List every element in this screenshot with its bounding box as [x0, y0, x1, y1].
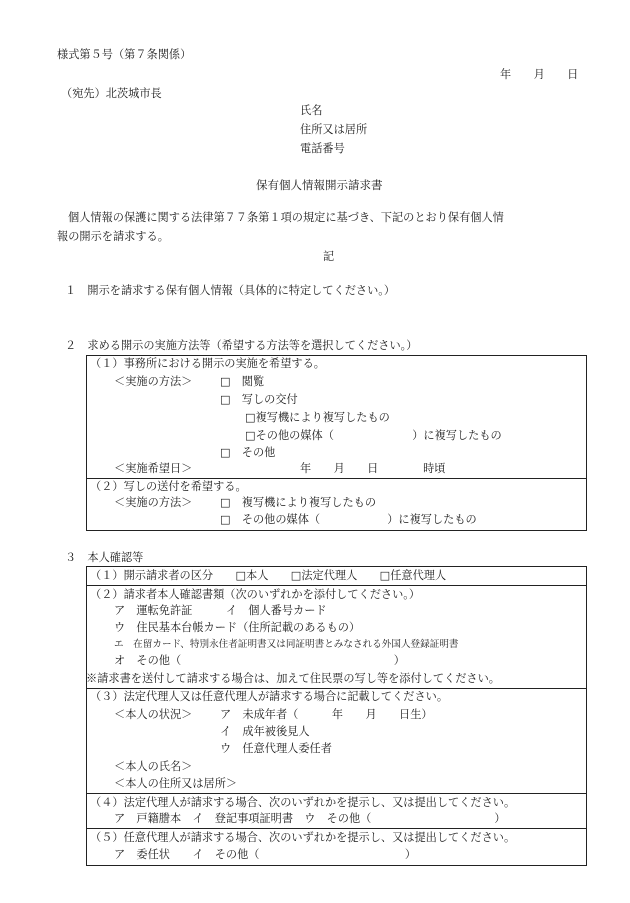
s2-border-bottom — [86, 530, 587, 531]
s3-mail-note: ※請求書を送付して請求する場合は、加えて住民票の写し等を添付してください。 — [86, 672, 500, 685]
section1-heading: １ 開示を請求する保有個人情報（具体的に特定してください。） — [65, 284, 396, 297]
s3-id-line-o[interactable]: オ その他（ ） — [114, 654, 405, 667]
s2-border-right — [586, 355, 587, 531]
s3-principal-address-label: ＜本人の住所又は居所＞ — [114, 777, 238, 790]
s3-voluntary-agent-options[interactable]: ア 委任状 イ その他（ ） — [114, 848, 417, 861]
s3-status-minor[interactable]: ア 未成年者（ 年 月 日生） — [220, 708, 433, 721]
s2-border-top — [86, 355, 587, 356]
s2-border-left — [86, 355, 87, 531]
document-title: 保有個人情報開示請求書 — [256, 178, 383, 192]
s2-part2-copy-machine-option[interactable]: □ 複写機により複写したもの — [220, 496, 377, 509]
s2-part1-method-label: ＜実施の方法＞ — [114, 375, 193, 388]
s3-divider3 — [86, 793, 587, 794]
s3-agent-heading: （３）法定代理人又は任意代理人が請求する場合に記載してください。 — [90, 690, 449, 703]
section2-heading: ２ 求める開示の実施方法等（希望する方法等を選択してください。） — [65, 339, 418, 352]
s3-border-bottom — [86, 865, 587, 866]
section3-heading: ３ 本人確認等 — [65, 551, 144, 564]
s3-border-top — [86, 566, 587, 567]
s2-copy-machine-option[interactable]: □複写機により複写したもの — [245, 411, 390, 424]
requester-phone-label: 電話番号 — [300, 142, 345, 155]
form-number: 様式第５号（第７条関係） — [57, 48, 192, 61]
requester-address-label: 住所又は居所 — [300, 123, 368, 136]
s3-border-right — [586, 566, 587, 866]
s2-part2-heading: （２）写しの送付を希望する。 — [90, 480, 247, 493]
s3-principal-name-label: ＜本人の氏名＞ — [114, 760, 193, 773]
s2-desired-date-label: ＜実施希望日＞ — [114, 462, 193, 475]
ki-marker: 記 — [323, 250, 335, 263]
s3-status-label: ＜本人の状況＞ — [114, 708, 193, 721]
s3-requester-category[interactable]: （１）開示請求者の区分 □本人 □法定代理人 □任意代理人 — [90, 569, 447, 582]
s2-part2-other-media-option[interactable]: □ その他の媒体（ ）に複写したもの — [220, 513, 477, 526]
s2-divider — [86, 478, 587, 479]
s3-id-line-a: ア 運転免許証 イ 個人番号カード — [114, 604, 327, 617]
s3-id-line-u: ウ 住民基本台帳カード（住所記載のあるもの） — [114, 621, 361, 634]
s3-status-principal[interactable]: ウ 任意代理人委任者 — [220, 742, 332, 755]
s3-divider2 — [86, 688, 587, 689]
s3-legal-agent-options[interactable]: ア 戸籍謄本 イ 登記事項証明書 ウ その他（ ） — [114, 812, 506, 825]
s3-divider4 — [86, 828, 587, 829]
addressee: （宛先）北茨城市長 — [61, 87, 162, 100]
s2-desired-date-value[interactable]: 年 月 日 時頃 — [300, 462, 446, 475]
s2-browse-option[interactable]: □ 閲覧 — [220, 375, 265, 388]
s2-part1-heading: （１）事務所における開示の実施を希望する。 — [90, 357, 325, 370]
s3-id-documents-heading: （２）請求者本人確認書類（次のいずれかを添付してください。） — [90, 588, 421, 601]
s2-part2-method-label: ＜実施の方法＞ — [114, 496, 193, 509]
s3-border-left — [86, 566, 87, 866]
s3-legal-agent-heading: （４）法定代理人が請求する場合、次のいずれかを提示し、又は提出してください。 — [90, 796, 516, 809]
s2-other-media-option[interactable]: □その他の媒体（ ）に複写したもの — [245, 429, 502, 442]
date-line: 年 月 日 — [500, 68, 579, 81]
s2-other-option[interactable]: □ その他 — [220, 446, 276, 459]
s3-divider1 — [86, 585, 587, 586]
intro-paragraph-line1: 個人情報の保護に関する法律第７７条第１項の規定に基づき、下記のとおり保有個人情 — [68, 211, 504, 224]
intro-paragraph-line2: 報の開示を請求する。 — [57, 230, 169, 243]
requester-name-label: 氏名 — [300, 104, 323, 117]
s3-id-line-e: エ 在留カード、特別永住者証明書又は同証明書とみなされる外国人登録証明書 — [114, 639, 459, 650]
s3-voluntary-agent-heading: （５）任意代理人が請求する場合、次のいずれかを提示し、又は提出してください。 — [90, 831, 516, 844]
s2-copy-delivery-option[interactable]: □ 写しの交付 — [220, 393, 298, 406]
s3-status-ward[interactable]: イ 成年被後見人 — [220, 725, 310, 738]
